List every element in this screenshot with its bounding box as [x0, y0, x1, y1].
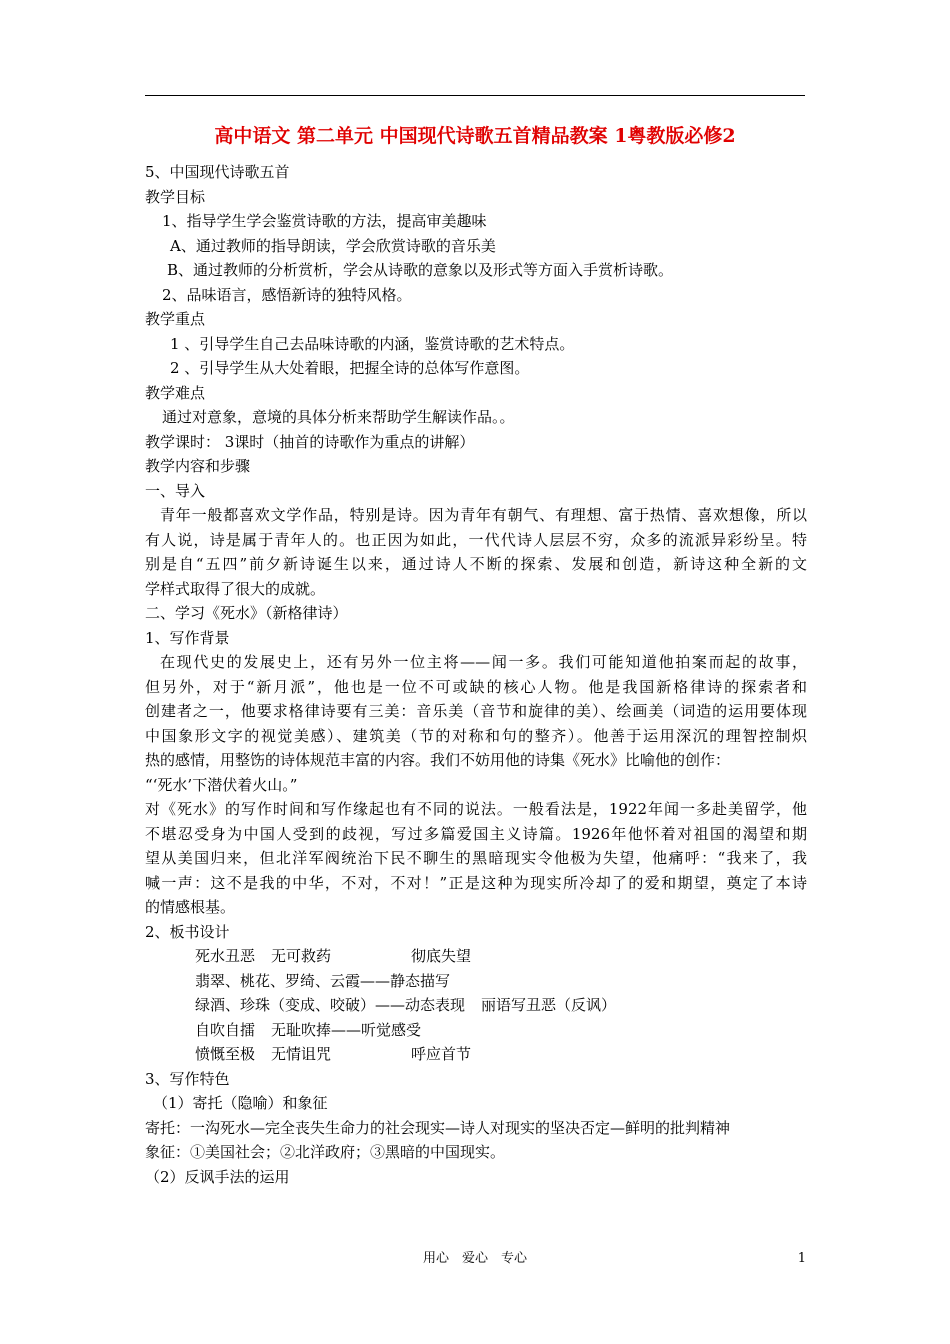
paragraph-line: 象征：①美国社会；②北洋政府；③黑暗的中国现实。: [145, 1143, 506, 1161]
board-line: [145, 993, 807, 1018]
heading-background: 1、写作背景: [145, 628, 230, 647]
page-number: 1: [797, 1251, 806, 1266]
board-cell: 呼应首节: [411, 1045, 472, 1063]
quote-line: “‘死水’下潜伏着火山。”: [145, 775, 298, 794]
section-heading: 5、中国现代诗歌五首: [145, 163, 290, 181]
board-line: [145, 1018, 807, 1043]
paragraph-line: 在现代史的发展史上，还有另外一位主将——闻一多。我们可能知道他拍案而起的故事，: [160, 653, 807, 671]
goal-item: 1、指导学生学会鉴赏诗歌的方法，提高审美趣味: [162, 212, 487, 230]
board-cell: 死水丑恶: [195, 947, 256, 965]
goal-subitem: A、通过教师的指导朗读，学会欣赏诗歌的音乐美: [170, 236, 496, 255]
heading-content-steps: 教学内容和步骤: [145, 457, 251, 475]
board-line: [145, 944, 807, 969]
board-line: [145, 1042, 807, 1067]
goal-subitem: B、通过教师的分析赏析，学会从诗歌的意象以及形式等方面入手赏析诗歌。: [167, 261, 674, 279]
document-title: 高中语文 第二单元 中国现代诗歌五首精品教案 1粤教版必修2: [214, 125, 736, 147]
heading-board-design: 2、板书设计: [145, 922, 230, 941]
header-rule: [145, 95, 805, 96]
board-cell: 丽语写丑恶（反讽）: [481, 996, 617, 1014]
heading-difficulties: 教学难点: [145, 383, 206, 402]
class-hours: 教学课时： 3课时（抽首的诗歌作为重点的讲解）: [145, 432, 475, 451]
heading-teaching-goals: 教学目标: [145, 187, 206, 206]
key-point-item: 2 、引导学生从大处着眼，把握全诗的总体写作意图。: [170, 359, 530, 377]
paragraph-line: 寄托：一沟死水—完全丧失生命力的社会现实—诗人对现实的坚决否定—鲜明的批判精神: [145, 1118, 731, 1137]
paragraph-line: 创建者之一，他要求格律诗要有三美：音乐美（音节和旋律的美）、绘画美（词造的运用要体现: [145, 702, 807, 720]
paragraph-line: 有人说，诗是属于青年人的。也正因为如此，一代代诗人层层不穷，众多的流派异彩纷呈。特: [145, 530, 807, 549]
board-cell: 彻底失望: [411, 947, 472, 965]
paragraph-line: 对《死水》的写作时间和写作缘起也有不同的说法。一般看法是，1922年闻一多赴美留学，他: [145, 800, 807, 818]
board-line: [145, 969, 807, 994]
board-cell: 无耻吹捧——听觉感受: [271, 1020, 422, 1039]
board-cell: 无情诅咒: [271, 1045, 332, 1063]
paragraph-line: 青年一般都喜欢文学作品，特别是诗。因为青年有朝气、有理想、富于热情、喜欢想像，所以: [160, 506, 807, 524]
paragraph-line: 但另外，对于“新月派”，他也是一位不可或缺的核心人物。他是我国新格律诗的探索者和: [145, 677, 807, 696]
paragraph-line: 望从美国归来，但北洋军阀统治下民不聊生的黑暗现实令他极为失望，他痛呼：“我来了，我: [145, 849, 807, 867]
goal-item: 2、品味语言，感悟新诗的独特风格。: [162, 285, 412, 304]
paragraph-line: 学样式取得了很大的成就。: [145, 579, 326, 598]
paragraph-line: 别是自“五四”前夕新诗诞生以来，通过诗人不断的探索、发展和创造，新诗这种全新的文: [145, 555, 807, 573]
document-body: [145, 160, 807, 1189]
board-cell: 自吹自擂: [195, 1020, 256, 1039]
paragraph-line: 的情感根基。: [145, 898, 236, 916]
footer-motto: 用心 爱心 专心: [422, 1251, 527, 1266]
paragraph-line: 热的感情，用整饬的诗体规范丰富的内容。我们不妨用他的诗集《死水》比喻他的创作：: [145, 751, 731, 769]
paragraph-line: 喊一声：这不是我的中华，不对，不对！”正是这种为现实所冷却了的爱和期望，奠定了本诗: [145, 873, 807, 892]
paragraph-line: 中国象形文字的视觉美感）、建筑美（节的对称和句的整齐）。他善于运用深沉的理智控制炽: [145, 726, 807, 745]
key-point-item: 1 、引导学生自己去品味诗歌的内涵，鉴赏诗歌的艺术特点。: [170, 334, 575, 353]
difficulty-text: 通过对意象，意境的具体分析来帮助学生解读作品。。: [162, 408, 515, 426]
subheading: （1）寄托（隐喻）和象征: [153, 1094, 328, 1112]
heading-introduction: 一、导入: [145, 481, 206, 500]
heading-writing-features: 3、写作特色: [145, 1069, 230, 1088]
board-cell: 翡翠、桃花、罗绮、云霞——静态描写: [195, 971, 451, 990]
subheading: （2）反讽手法的运用: [145, 1167, 290, 1186]
board-cell: 绿酒、珍珠（变成、咬破）——动态表现: [195, 996, 466, 1014]
heading-key-points: 教学重点: [145, 310, 206, 328]
paragraph-line: 不堪忍受身为中国人受到的歧视，写过多篇爱国主义诗篇。1926年他怀着对祖国的渴望和期: [145, 824, 807, 843]
board-cell: 愤慨至极: [195, 1045, 256, 1063]
board-cell: 无可救药: [271, 947, 332, 965]
heading-study-poem: 二、学习《死水》（新格律诗）: [145, 604, 348, 622]
